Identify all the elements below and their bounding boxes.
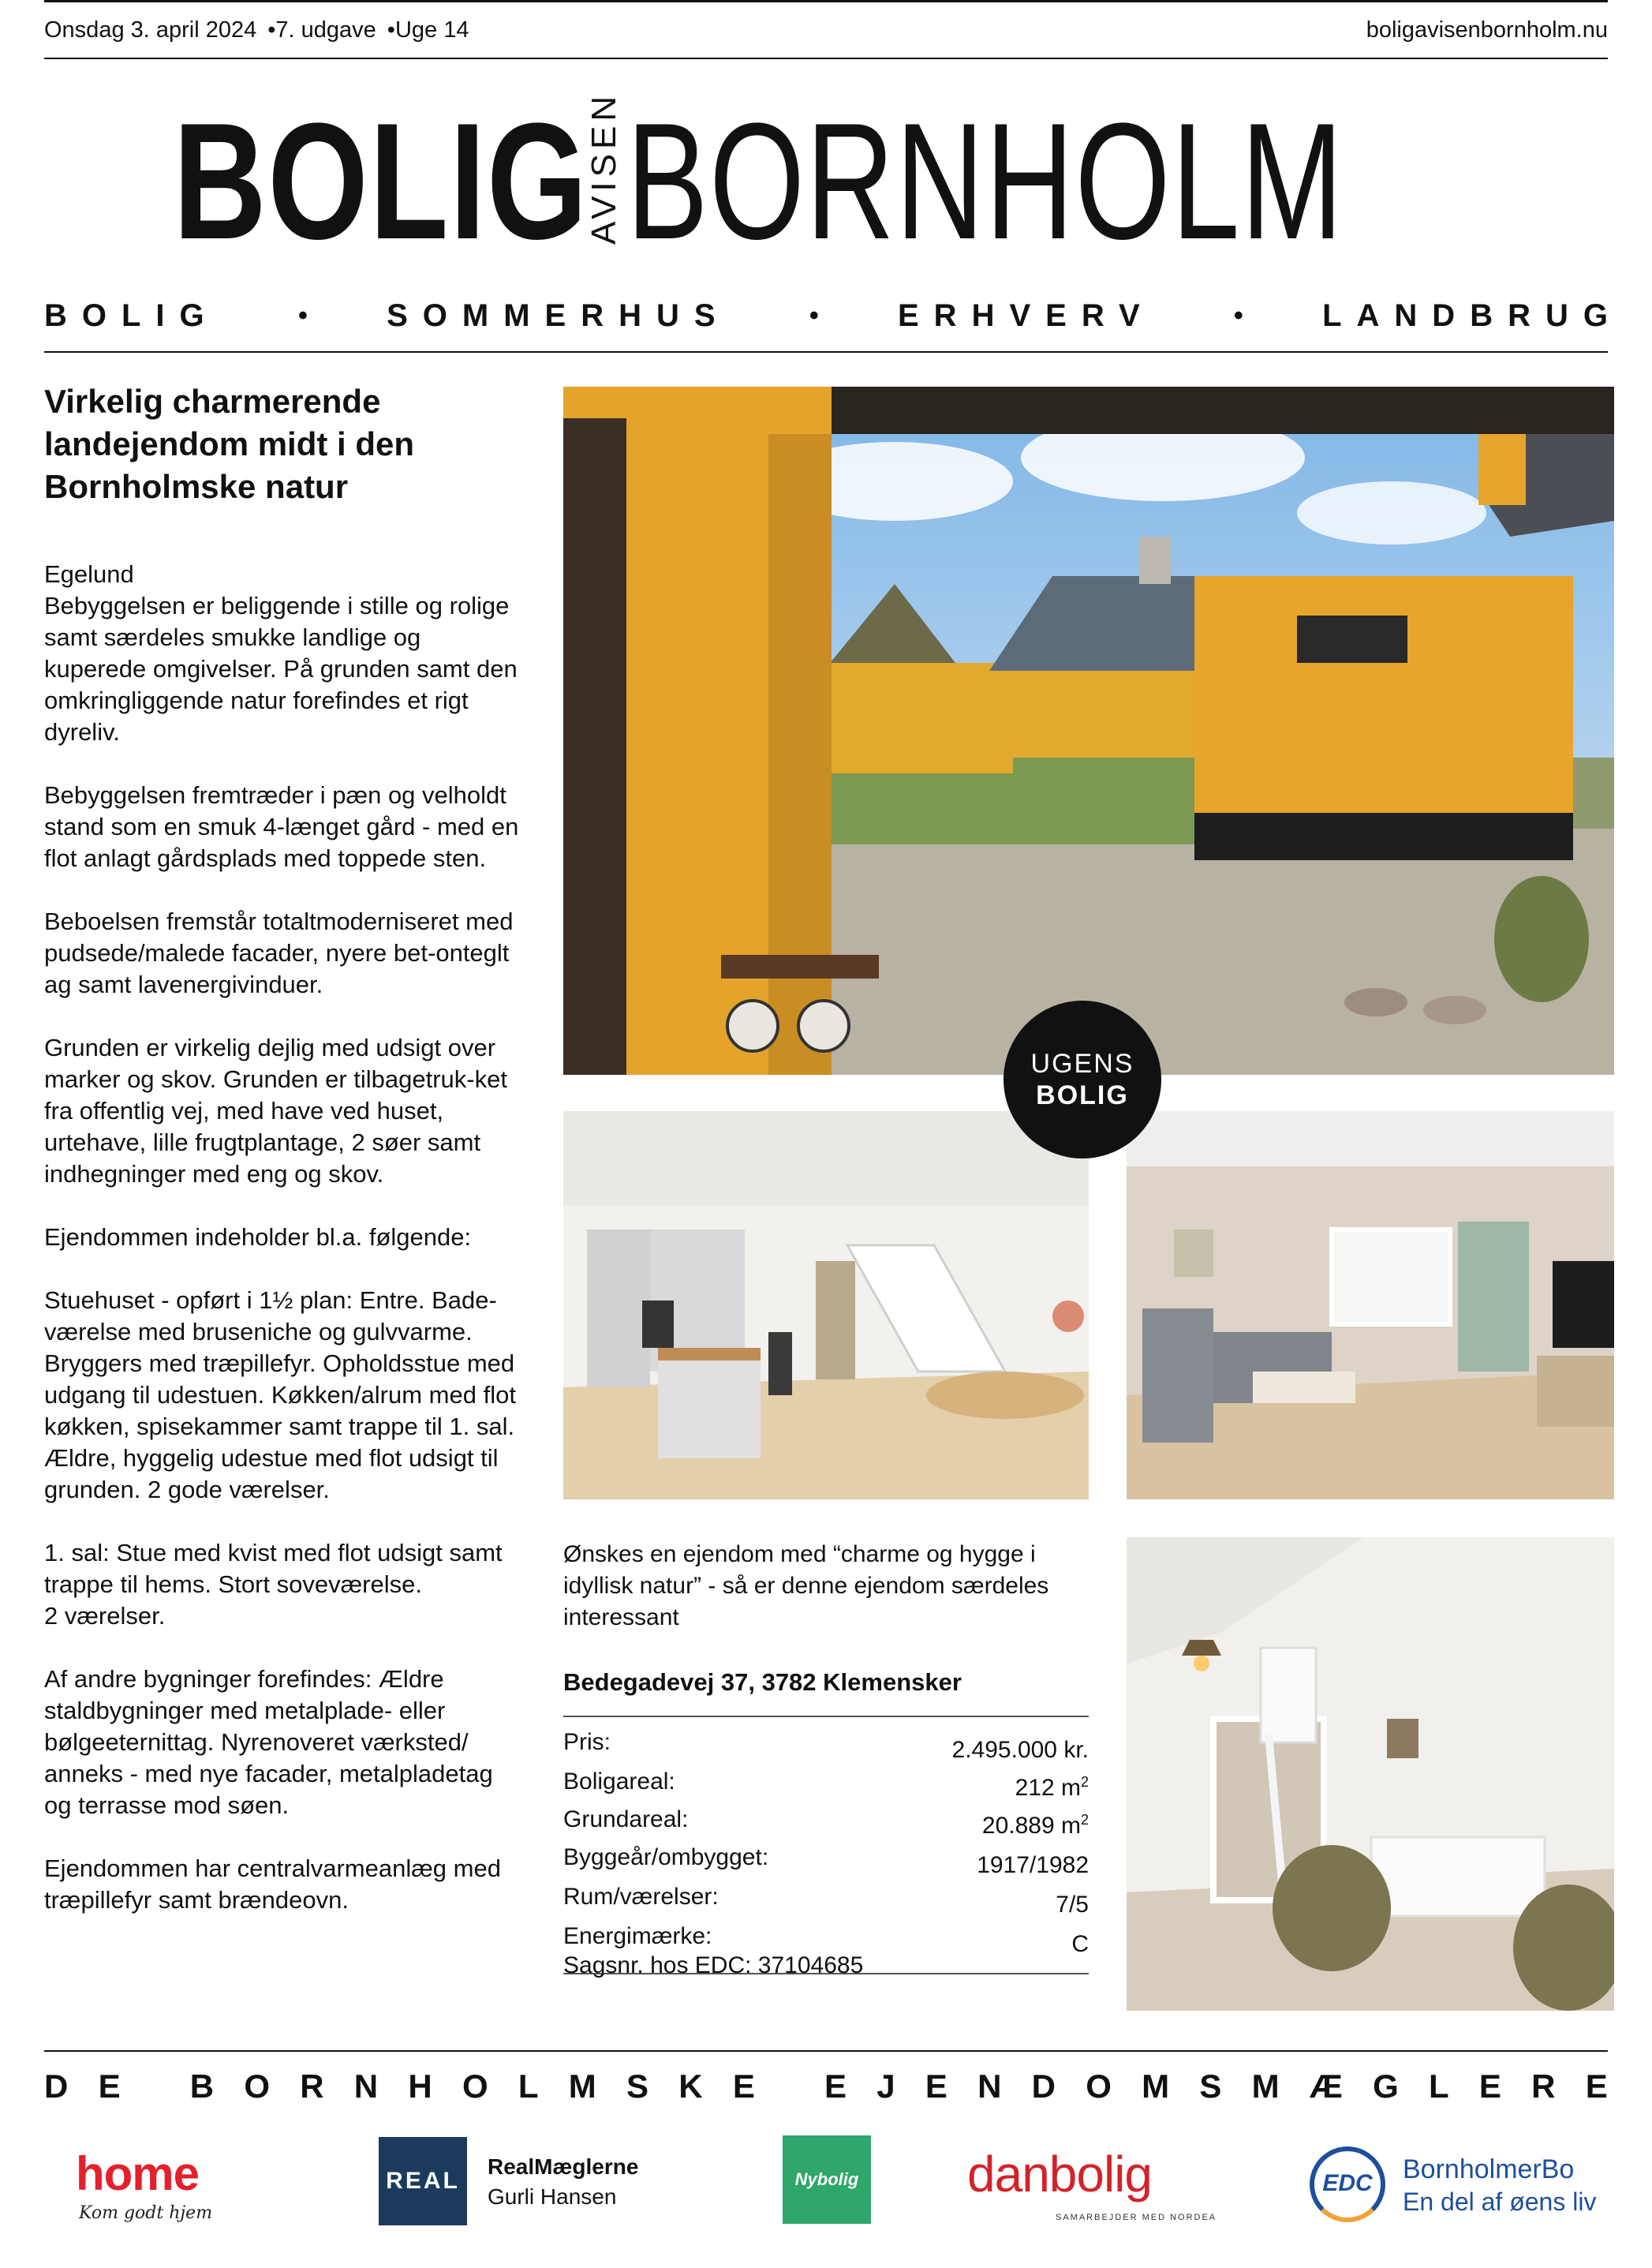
paragraph: Egelund Bebyggelsen er beliggende i stille og rolige samt særdeles smukke landlige og kuperede omgivelser. På grunden samt den omkringliggende natur forefindes et rigt dyreliv. [44,560,518,746]
article-body [44,559,525,1948]
danbolig-logo-sub: SAMARBEJDER MED NORDEA [1056,2213,1217,2222]
fact-row [563,1804,1089,1842]
title-letter: E [824,2068,847,2105]
category-bolig[interactable]: BOLIG [44,298,219,333]
title-letter: O [462,2068,488,2105]
meta-separator: • [267,17,276,43]
title-letter: E [1585,2068,1608,2105]
paragraph: Bebyggelsen fremtræder i pæn og velholdt stand som en smuk 4-længet gård - med en flot anlagt gårdsplads med toppede sten. [44,781,519,872]
masthead [0,88,1652,274]
paragraph: 1. sal: Stue med kvist med flot udsigt samt trappe til hems. Stort soveværelse. 2 værelser. [44,1539,503,1630]
paragraph: Ejendommen indeholder bl.a. følgende: [44,1223,472,1251]
courtyard-photo [563,387,1614,1075]
masthead-bornholm: BORNHOLM [626,88,1344,274]
real-logo-sub: Gurli Hansen [488,2184,617,2209]
meta-separator: • [387,17,395,43]
title-letter: M [1251,2068,1280,2105]
fact-row [563,1881,1089,1921]
fact-value: 1917/1982 [977,1852,1089,1878]
title-letter: E [732,2068,755,2105]
fact-label: Byggeår/ombygget: [563,1844,769,1870]
category-sommerhus[interactable]: SOMMERHUS [387,298,731,333]
fact-label: Rum/værelser: [563,1884,719,1910]
title-letter: L [1428,2068,1449,2105]
facts-table [563,1716,1089,1974]
title-letter: D [1031,2068,1056,2105]
masthead-avisen: AVISEN [584,91,623,245]
website-link[interactable]: boligavisenbornholm.nu [1366,17,1608,43]
fact-value: 20.889 $m^2$ [981,1812,1089,1839]
edc-logo-sub: En del af øens liv [1403,2188,1597,2216]
nybolig-logo[interactable] [783,2131,871,2241]
issue-date: Onsdag 3. april 2024 [44,17,257,43]
fact-value: 2.495.000 kr. [951,1737,1089,1763]
paragraph: Af andre bygninger forefindes: Ældre staldbygninger med metalplade- eller bølgeeternittag. Nyrenoveret værksted/ anneks - med nye facader, metalpladetag og terrasse mod søen. [44,1665,493,1819]
title-letter: H [408,2068,432,2105]
title-letter: D [44,2068,69,2105]
edc-logo-name: BornholmerBo [1403,2154,1575,2184]
title-gap [785,2068,794,2112]
fact-label: Grundareal: [563,1806,689,1832]
title-letter: M [568,2068,596,2105]
danbolig-logo[interactable] [967,2131,1220,2241]
category-separator: • [809,300,819,331]
broker-logos [44,2131,1608,2241]
issue-week: Uge 14 [394,17,469,43]
title-letter: Æ [1309,2068,1343,2105]
fact-label: Pris: [563,1729,611,1755]
fact-row [563,1842,1089,1881]
edc-logo-mark: EDC [1322,2170,1373,2196]
kitchen-photo [563,1111,1089,1499]
real-logo[interactable] [379,2131,678,2241]
title-letter: L [518,2068,539,2105]
real-logo-name: RealMæglerne [488,2154,639,2179]
masthead-bolig: BOLIG [173,88,589,274]
title-letter: N [977,2068,1002,2105]
issue-meta [44,17,469,43]
category-separator: • [1233,300,1243,331]
category-bar [44,288,1623,353]
home-logo[interactable] [76,2131,234,2241]
footer-title [44,2068,1608,2112]
title-letter: B [189,2068,215,2105]
upstairs-photo [1127,1537,1614,2011]
category-erhverv[interactable]: ERHVERV [898,298,1155,333]
fact-label: Energimærke: [563,1923,712,1949]
title-letter: M [1142,2068,1170,2105]
title-gap [151,2068,160,2112]
real-logo-mark: REAL [379,2137,467,2225]
paragraph: Grunden er virkelig dejlig med udsigt over marker og skov. Grunden er tilbagetruk-ket fra offentlig vej, med have ved huset, urtehave, lille frugtplantage, 2 søer samt indhegninger med eng og skov. [44,1034,507,1188]
ugens-bolig-badge [1004,1001,1161,1158]
edc-logo[interactable] [1310,2131,1608,2241]
category-landbrug[interactable]: LANDBRUG [1322,298,1623,333]
fact-row [563,1766,1089,1804]
paragraph: Ejendommen har centralvarmeanlæg med træpillefyr samt brændeovn. [44,1854,501,1914]
paragraph: Stuehuset - opført i 1½ plan: Entre. Bade-værelse med bruseniche og gulvvarme. Bryggers med træpillefyr. Opholdsstue med udgang til udestuen. Køkken/alrum med flot køkken, spisekammer samt trappe til 1. sal. Ældre, hyggelig udestue med flot udsigt til grunden. 2 gode værelser. [44,1286,516,1503]
top-bar [44,0,1608,59]
title-letter: O [1086,2068,1112,2105]
paragraph: Beboelsen fremstår totaltmoderniseret med pudsede/malede facader, nyere bet-onteglt ag samt lavenergivinduer. [44,908,514,998]
danbolig-logo-name: danbolig [967,2146,1152,2203]
fact-label: Boligareal: [563,1768,675,1795]
title-letter: E [1478,2068,1501,2105]
title-letter: S [626,2068,648,2105]
title-letter: E [925,2068,947,2105]
fact-value: 212 $m^2$ [1015,1774,1089,1801]
nybolig-logo-name: Nybolig [783,2135,871,2224]
listing-intro: Ønskes en ejendom med “charme og hygge i idyllisk natur” - så er denne ejendom særdeles interessant [563,1541,1049,1630]
living-room-photo [1127,1111,1614,1499]
badge-line2: BOLIG [1036,1080,1129,1110]
issue-edition: 7. udgave [275,17,376,43]
title-letter: R [300,2068,324,2105]
title-letter: G [1373,2068,1399,2105]
home-logo-name: home [76,2147,200,2200]
title-letter: J [876,2068,895,2105]
badge-line1: UGENS [1030,1049,1134,1079]
fact-value: C [1071,1931,1089,1957]
fact-value: 7/5 [1056,1892,1089,1918]
title-letter: K [678,2068,703,2105]
title-letter: O [244,2068,270,2105]
listing-address: Bedegadevej 37, 3782 Klemensker [563,1668,962,1696]
article-headline: Virkelig charmerende landejendom midt i den Bornholmske natur [44,383,415,505]
case-number: Sagsnr. hos EDC: 37104685 [563,1952,864,1978]
footer-rule [44,2050,1608,2052]
title-letter: R [1531,2068,1556,2105]
title-letter: E [98,2068,121,2105]
fact-row [563,1727,1089,1766]
home-logo-tagline: Kom godt hjem [79,2203,213,2223]
title-letter: S [1199,2068,1222,2105]
category-separator: • [297,300,308,331]
title-letter: N [353,2068,379,2105]
